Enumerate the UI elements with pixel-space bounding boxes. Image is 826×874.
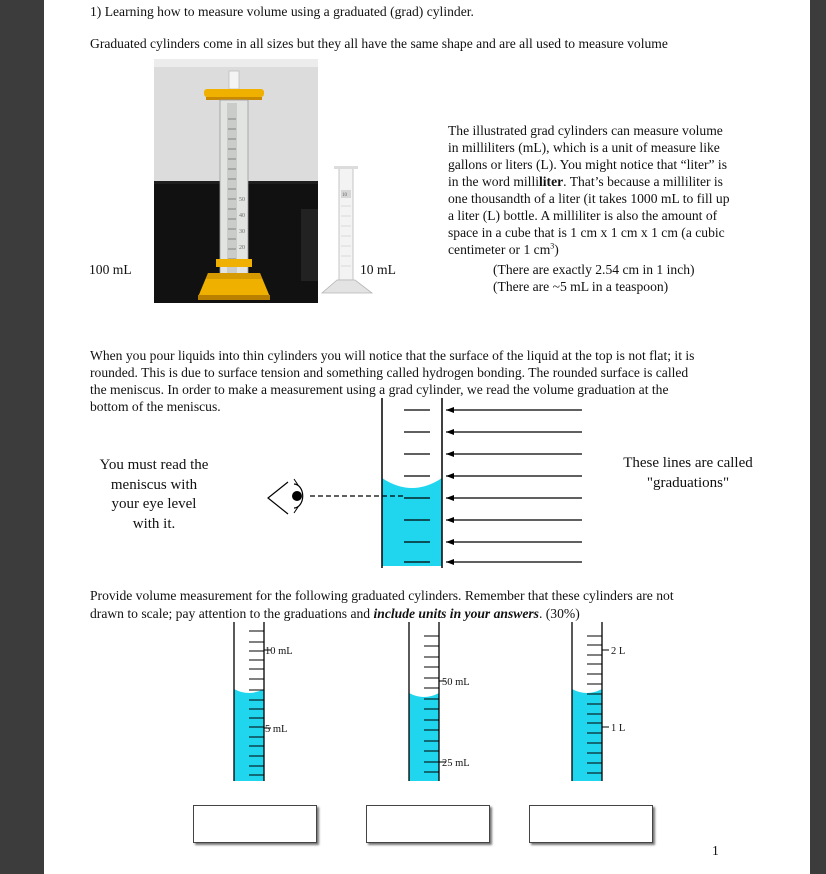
answer-box-3[interactable] (529, 805, 653, 843)
intro-text: Graduated cylinders come in all sizes but they all have the same shape and are all used to measure volume (90, 36, 668, 51)
label-10ml: 10 mL (360, 262, 396, 277)
bold-liter: liter (539, 174, 564, 189)
scale-mark: 10 (342, 193, 347, 198)
small-cylinder-illustration (320, 160, 380, 300)
grad-label-bottom: 25 mL (442, 758, 470, 769)
grad-label-top: 50 mL (442, 677, 470, 688)
page-number: 1 (712, 843, 719, 858)
liquid-meniscus (382, 478, 442, 566)
info-line: space in a cube that is 1 cm x 1 cm x 1 cm (a cubic (448, 225, 725, 240)
info-line: in the word milliliter. That’s because a milliliter is (448, 174, 723, 189)
scale-mark: 40 (239, 213, 245, 219)
liquid (572, 689, 602, 781)
info-line: a liter (L) bottle. A milliliter is also the amount of (448, 208, 718, 223)
grad-label-top: 2 L (611, 646, 626, 657)
meniscus-line: When you pour liquids into thin cylinders you will notice that the surface of the liquid at the top is not flat; it is (90, 348, 695, 363)
grad-label-top: 10 mL (265, 646, 293, 657)
eye-caption: You must read the meniscus with your eye level with it. (99, 457, 209, 532)
scale-mark: 50 (239, 197, 245, 203)
meniscus-line: rounded. This is due to surface tension and something called hydrogen bonding. The rounded surface is called (90, 365, 689, 380)
scale-mark: 30 (239, 229, 245, 235)
info-line: in milliliters (mL), which is a unit of measure like (448, 140, 720, 155)
exercise-line: drawn to scale; pay attention to the graduations and include units in your answers. (30%) (90, 606, 580, 621)
label-100ml: 100 mL (89, 262, 132, 277)
answer-box-2[interactable] (366, 805, 490, 843)
info-line: The illustrated grad cylinders can measure volume (448, 123, 723, 138)
exercise-cylinder-3 (569, 622, 659, 782)
cylinder-photo (154, 59, 318, 303)
grad-label-bottom: 1 L (611, 723, 626, 734)
liquid (409, 693, 439, 781)
meniscus-line: bottom of the meniscus. (90, 399, 221, 414)
info-line: gallons or liters (L). You might notice that “liter” is (448, 157, 728, 172)
section-heading: 1) Learning how to measure volume using a graduated (grad) cylinder. (90, 4, 474, 19)
meniscus-line: the meniscus. In order to make a measurement using a grad cylinder, we read the volume graduation at the (90, 382, 669, 397)
note-inch: (There are exactly 2.54 cm in 1 inch) (493, 262, 695, 277)
exercise-line: Provide volume measurement for the following graduated cylinders. Remember that these cylinders are not (90, 588, 674, 603)
meniscus-diagram (214, 398, 594, 570)
info-line: centimeter or 1 $cm^3$) (448, 241, 559, 257)
answer-box-1[interactable] (193, 805, 317, 843)
info-line: one thousandth of a liter (it takes 1000 mL to fill up (448, 191, 730, 206)
eye-icon (268, 479, 303, 514)
exercise-cylinder-1 (229, 622, 319, 782)
graduation-arrows (446, 410, 582, 562)
grad-label-bottom: 5 mL (265, 724, 288, 735)
scale-mark: 20 (239, 245, 245, 251)
graduations-caption: These lines are called "graduations" (623, 455, 753, 491)
units-emphasis: include units in your answers (373, 606, 539, 621)
info-paragraph (448, 122, 778, 258)
note-teaspoon: (There are ~5 mL in a teaspoon) (493, 279, 669, 294)
liquid (234, 689, 264, 781)
document-page (44, 0, 810, 874)
exercise-cylinder-2 (404, 622, 494, 782)
